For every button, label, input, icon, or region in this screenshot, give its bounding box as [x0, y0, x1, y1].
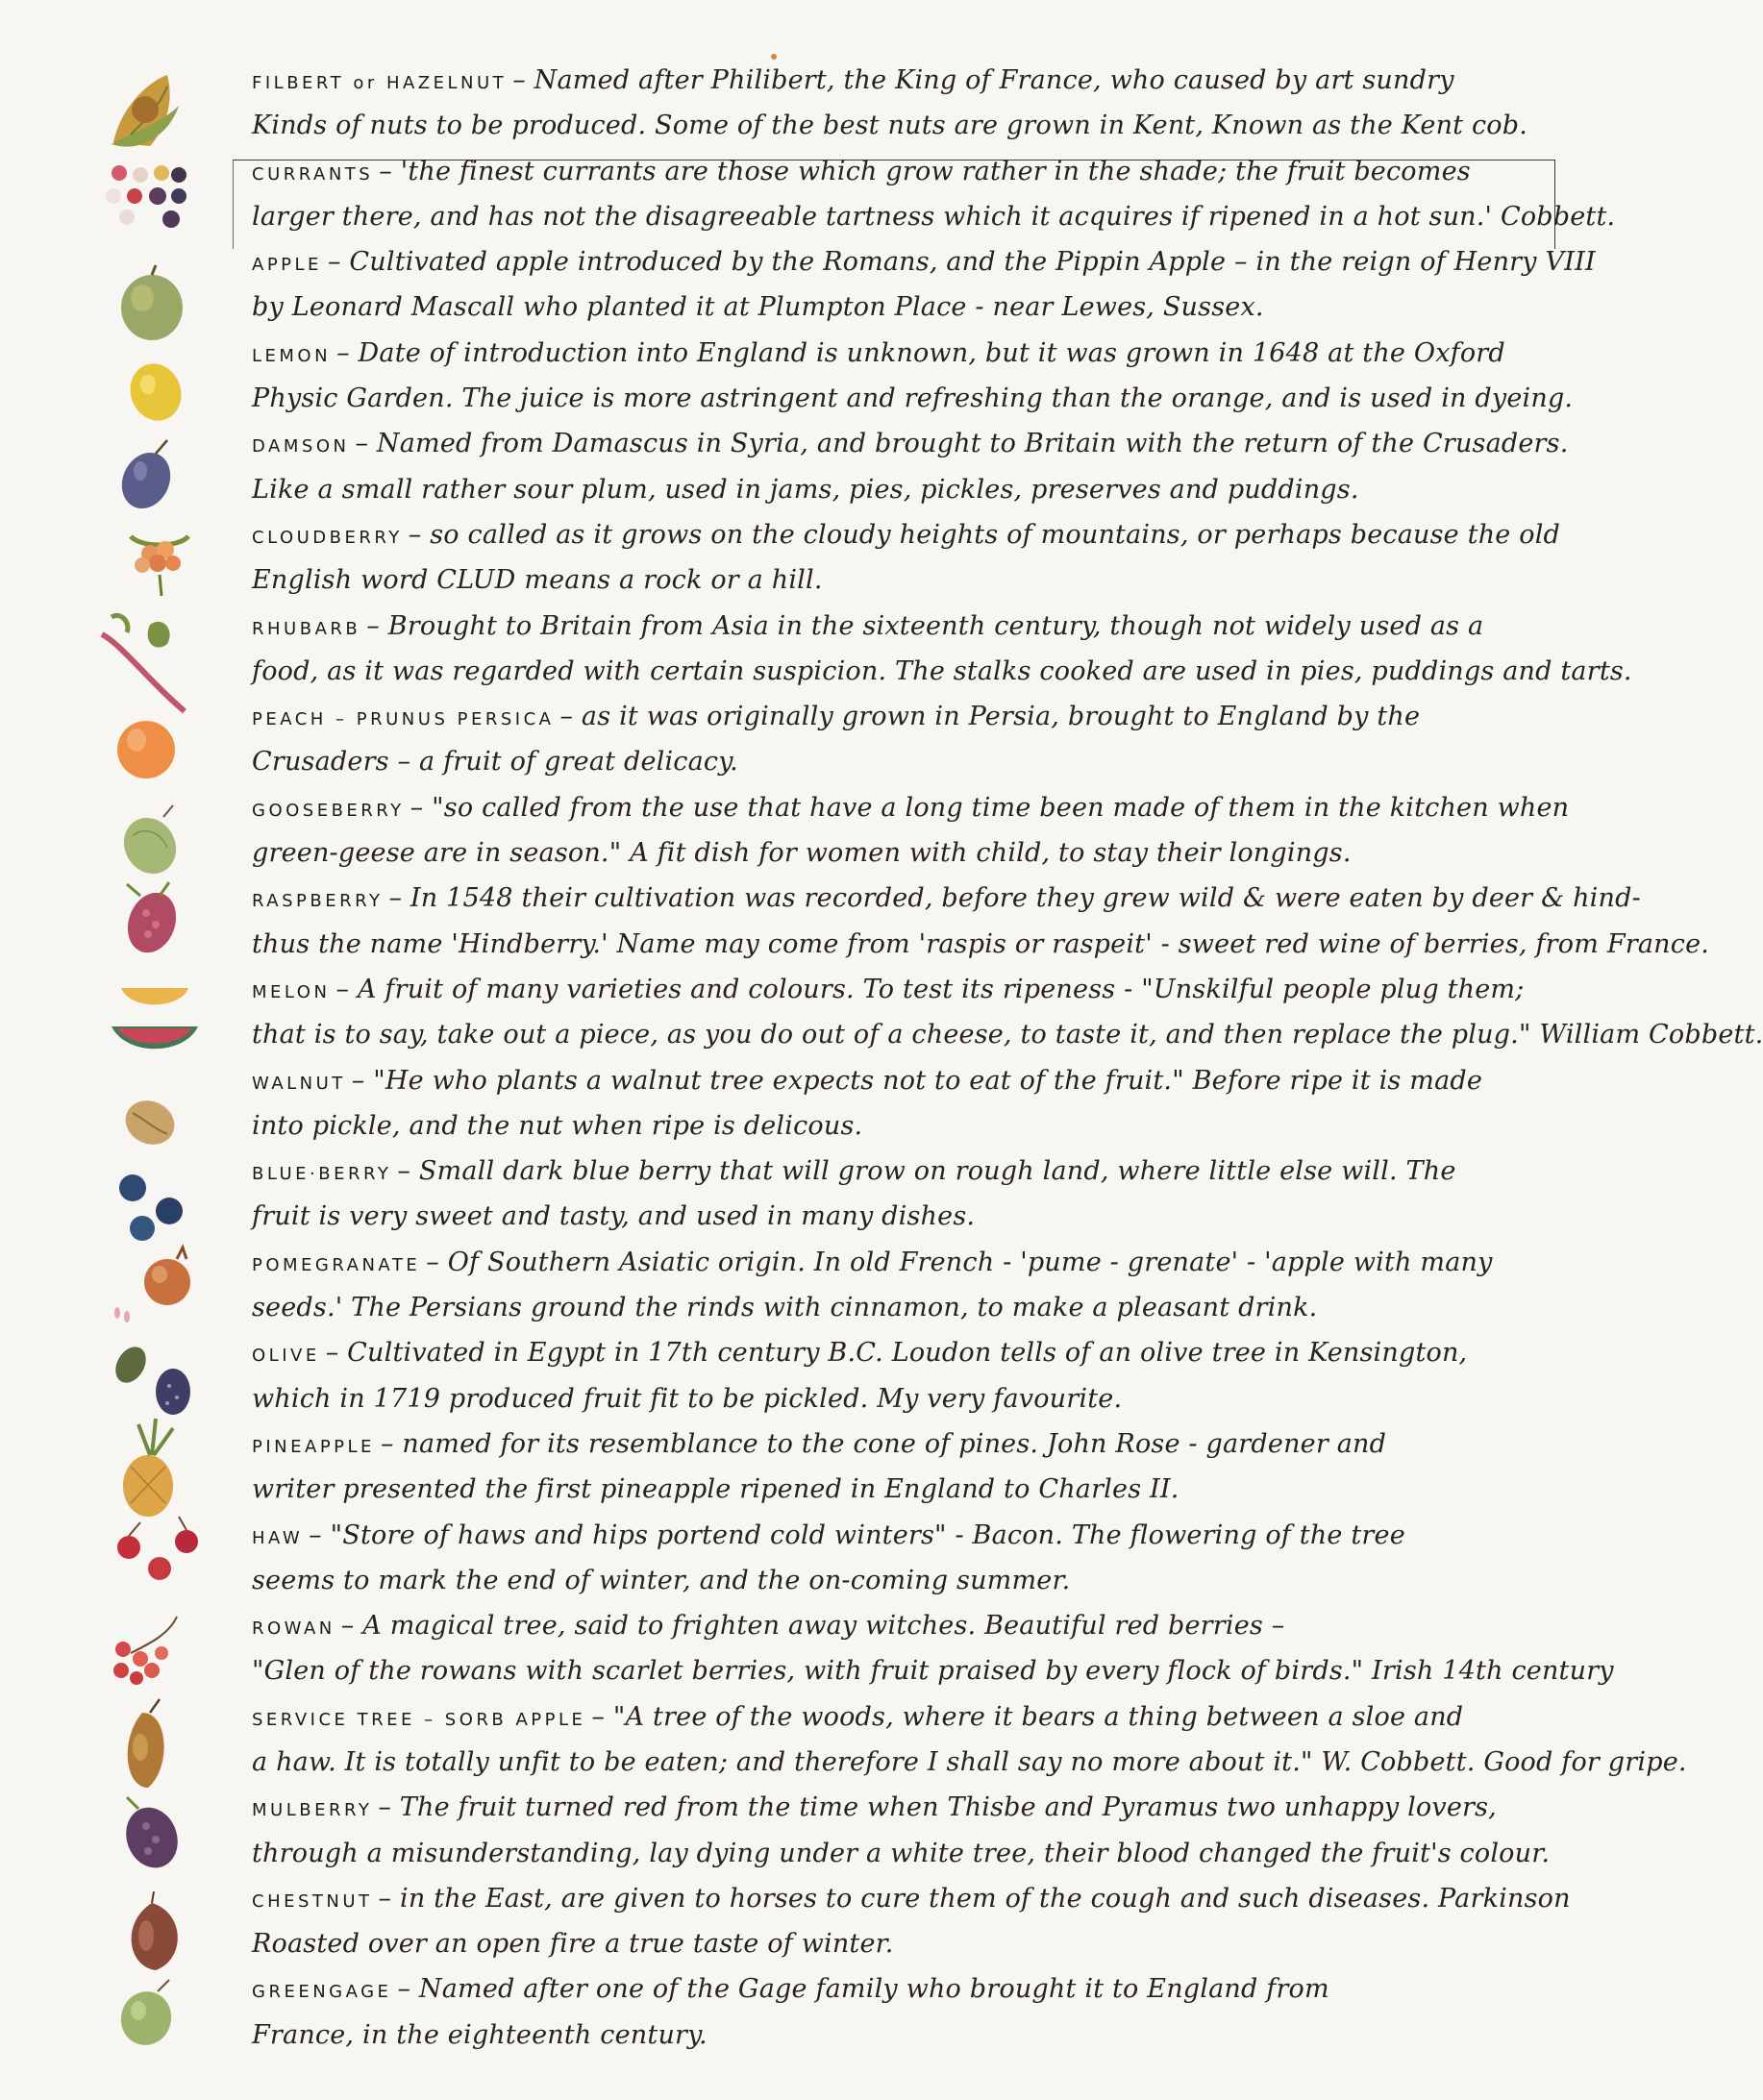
- entry-rhubarb: [252, 604, 1632, 695]
- entry-text: – Named after Philibert, the King of France, who caused by art sundry: [512, 65, 1454, 95]
- entry-text: – Date of introduction into England is unknown, but it was grown in 1648 at the Oxford: [336, 337, 1505, 368]
- entry-haw: [252, 1513, 1593, 1604]
- lemon-illustration: [122, 357, 188, 428]
- entry-walnut: [252, 1058, 1593, 1149]
- entry-text: which in 1719 produced fruit fit to be pickled. My very favourite.: [252, 1383, 1123, 1414]
- entry-title: RASPBERRY: [252, 891, 384, 912]
- entry-blueberry: [252, 1149, 1593, 1240]
- entry-title: RHUBARB: [252, 618, 361, 639]
- hazelnut-illustration: [112, 75, 179, 147]
- rhubarb-illustration: [102, 615, 185, 711]
- entry-text: into pickle, and the nut when ripe is delicous.: [252, 1110, 863, 1141]
- blueberry-illustration: [119, 1174, 183, 1241]
- entry-text: – "Store of haws and hips portend cold winters" - Bacon. The flowering of the tree: [309, 1519, 1405, 1550]
- entry-title: MELON: [252, 981, 331, 1002]
- entry-title: GREENGAGE: [252, 1982, 392, 2003]
- entry-title: HAW: [252, 1527, 304, 1548]
- rowan-illustration: [113, 1617, 177, 1685]
- damson-illustration: [113, 440, 180, 516]
- entry-mulberry: [252, 1785, 1593, 1876]
- entry-title: POMEGRANATE: [252, 1254, 421, 1275]
- entry-title: LEMON: [252, 345, 332, 366]
- entry-text: – Named after one of the Gage family who brought it to England from: [397, 1974, 1329, 2005]
- entry-pineapple: [252, 1421, 1593, 1513]
- entry-chestnut: [252, 1876, 1593, 1967]
- gooseberry-illustration: [113, 805, 186, 883]
- entry-title: SERVICE TREE – SORB APPLE: [252, 1709, 586, 1730]
- entry-pomegranate: [252, 1240, 1593, 1331]
- entry-currants: [252, 149, 1616, 240]
- entry-text: – The fruit turned red from the time when Thisbe and Pyramus two unhappy lovers,: [378, 1792, 1497, 1823]
- entry-filbert: [252, 58, 1593, 149]
- entry-peach: [252, 694, 1593, 785]
- entry-text: – "He who plants a walnut tree expects not to eat of the fruit." Before ripe it is made: [351, 1065, 1483, 1096]
- entry-text: Kinds of nuts to be produced. Some of the best nuts are grown in Kent, Known as the Kent cob.: [252, 111, 1528, 141]
- entry-title: MULBERRY: [252, 1800, 373, 1821]
- entry-text: larger there, and has not the disagreeable tartness which it acquires if ripened in a hot sun.' Cobbett.: [252, 201, 1616, 232]
- entry-title: FILBERT or HAZELNUT: [252, 73, 508, 93]
- entry-cloudberry: [252, 512, 1593, 604]
- haw-illustration: [117, 1517, 198, 1580]
- fruit-illustrations: [92, 67, 236, 2047]
- entry-text: – 'the finest currants are those which grow rather in the shade; the fruit becomes: [379, 156, 1471, 186]
- service-tree-illustration: [128, 1699, 164, 1788]
- entry-text: – Cultivated in Egypt in 17th century B.C. Loudon tells of an olive tree in Kensington,: [325, 1338, 1468, 1369]
- pineapple-illustration: [123, 1419, 173, 1517]
- entry-text: seems to mark the end of winter, and the on-coming summer.: [252, 1565, 1071, 1595]
- entry-text: English word CLUD means a rock or a hill.: [252, 565, 823, 596]
- entry-title: WALNUT: [252, 1073, 346, 1094]
- entry-text: – Brought to Britain from Asia in the sixteenth century, though not widely used as a: [366, 610, 1484, 641]
- entry-text: – Small dark blue berry that will grow on rough land, where little else will. The: [397, 1156, 1456, 1187]
- entry-text: – Cultivated apple introduced by the Romans, and the Pippin Apple – in the reign of Henry VIII: [327, 247, 1596, 278]
- entry-lemon: [252, 331, 1593, 422]
- raspberry-illustration: [120, 882, 185, 959]
- entry-greengage: [252, 1966, 1593, 2058]
- entry-title: BLUE·BERRY: [252, 1164, 392, 1185]
- entry-text: – In 1548 their cultivation was recorded, before they grew wild & were eaten by deer & hind-: [388, 883, 1641, 914]
- peach-illustration: [117, 721, 175, 778]
- entry-text: – Named from Damascus in Syria, and brought to Britain with the return of the Crusaders.: [355, 429, 1569, 459]
- entry-text: – Of Southern Asiatic origin. In old French - 'pume - grenate' - 'apple with many: [426, 1247, 1493, 1277]
- entry-text: writer presented the first pineapple ripened in England to Charles II.: [252, 1474, 1179, 1505]
- entry-text: seeds.' The Persians ground the rinds with cinnamon, to make a pleasant drink.: [252, 1293, 1318, 1323]
- entry-damson: [252, 421, 1593, 512]
- pomegranate-illustration: [114, 1248, 190, 1322]
- entry-gooseberry: [252, 785, 1593, 877]
- entry-text: – so called as it grows on the cloudy heights of mountains, or perhaps because the old: [408, 519, 1561, 550]
- entry-title: OLIVE: [252, 1346, 320, 1367]
- fruit-notes: [252, 58, 1763, 2058]
- mulberry-illustration: [118, 1797, 186, 1875]
- entry-text: that is to say, take out a piece, as you do out of a cheese, to taste it, and then replace the plug." William Cobbett.: [252, 1020, 1763, 1050]
- entry-text: by Leonard Mascall who planted it at Plumpton Place - near Lewes, Sussex.: [252, 292, 1264, 323]
- entry-text: – named for its resemblance to the cone of pines. John Rose - gardener and: [380, 1428, 1387, 1459]
- entry-apple: [252, 239, 1596, 331]
- melon-illustration: [112, 988, 198, 1049]
- entry-text: – in the East, are given to horses to cure them of the cough and such diseases. Parkinson: [378, 1883, 1571, 1914]
- entry-text: Like a small rather sour plum, used in jams, pies, pickles, preserves and puddings.: [252, 474, 1359, 505]
- entry-title: PEACH – PRUNUS PERSICA: [252, 709, 555, 730]
- entry-rowan: [252, 1603, 1614, 1694]
- entry-title: ROWAN: [252, 1618, 335, 1640]
- entry-text: Crusaders – a fruit of great delicacy.: [252, 747, 738, 778]
- entry-text: Physic Garden. The juice is more astringent and refreshing than the orange, and is used in dyeing.: [252, 383, 1574, 414]
- entry-text: through a misunderstanding, lay dying under a white tree, their blood changed the fruit's colour.: [252, 1838, 1551, 1868]
- entry-text: – A fruit of many varieties and colours. To test its ripeness - "Unskilful people plug them;: [335, 974, 1525, 1004]
- entry-melon: [252, 967, 1763, 1058]
- entry-raspberry: [252, 876, 1710, 967]
- entry-title: CLOUDBERRY: [252, 527, 403, 548]
- entry-text: Roasted over an open fire a true taste of winter.: [252, 1929, 894, 1960]
- entry-title: CURRANTS: [252, 163, 374, 185]
- entry-title: CHESTNUT: [252, 1890, 373, 1912]
- entry-service-tree: [252, 1694, 1687, 1786]
- entry-text: a haw. It is totally unfit to be eaten; and therefore I shall say no more about it." W. Cobbett. Good for gripe.: [252, 1746, 1687, 1777]
- greengage-illustration: [115, 1980, 178, 2051]
- entry-text: – "so called from the use that have a long time been made of them in the kitchen when: [410, 792, 1570, 823]
- entry-text: thus the name 'Hindberry.' Name may come from 'raspis or raspeit' - sweet red wine of berries, from France.: [252, 928, 1710, 959]
- entry-text: fruit is very sweet and tasty, and used in many dishes.: [252, 1201, 976, 1232]
- entry-olive: [252, 1330, 1593, 1421]
- entry-title: APPLE: [252, 255, 322, 276]
- entry-text: – A magical tree, said to frighten away witches. Beautiful red berries –: [340, 1611, 1285, 1642]
- entry-text: – as it was originally grown in Persia, brought to England by the: [559, 702, 1421, 732]
- entry-title: PINEAPPLE: [252, 1436, 375, 1457]
- chestnut-illustration: [132, 1891, 178, 1970]
- entry-text: food, as it was regarded with certain suspicion. The stalks cooked are used in pies, puddings and tarts.: [252, 655, 1632, 686]
- entry-text: – "A tree of the woods, where it bears a thing between a sloe and: [591, 1701, 1464, 1732]
- entry-title: DAMSON: [252, 436, 350, 457]
- entry-text: "Glen of the rowans with scarlet berries, with fruit praised by every flock of birds." Irish 14th century: [252, 1656, 1614, 1687]
- currants-illustration: [106, 165, 186, 228]
- entry-title: GOOSEBERRY: [252, 800, 405, 821]
- walnut-illustration: [118, 1093, 182, 1152]
- entry-text: France, in the eighteenth century.: [252, 2019, 708, 2050]
- cloudberry-illustration: [131, 536, 188, 596]
- olive-illustration: [110, 1342, 190, 1415]
- apple-illustration: [121, 265, 183, 340]
- entry-text: green-geese are in season." A fit dish for women with child, to stay their longings.: [252, 838, 1352, 869]
